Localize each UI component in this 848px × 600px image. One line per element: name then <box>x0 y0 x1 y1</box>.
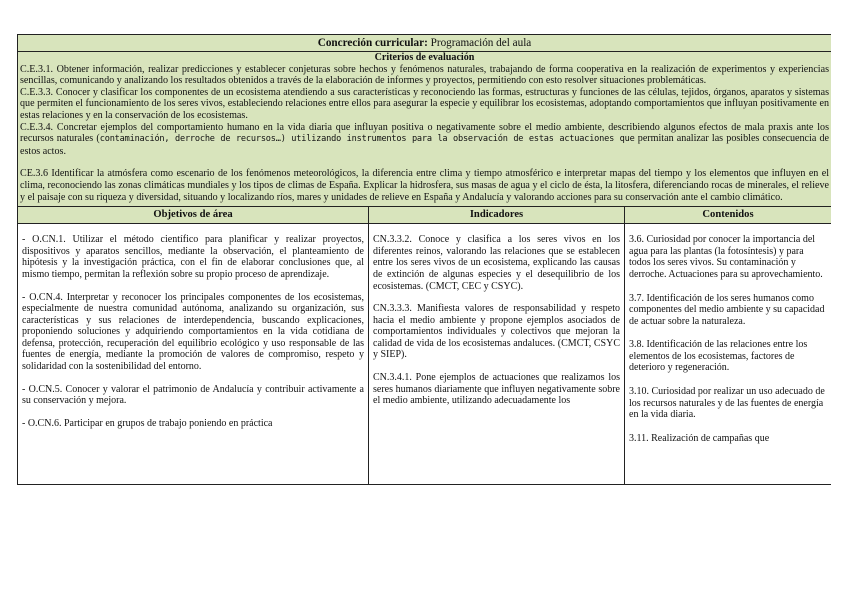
criterion-3-6: CE.3.6 Identificar la atmósfera como escenario de los fenómenos meteorológicos, la diferencia entre clima y tiempo atmosférico e interpretar mapas del tiempo y los elementos que influyen en el clima, reconociendo las zonas climáticas mundiales y los tipos de climas de España. Explicar la hidrosfera, sus masas de agua y el ciclo de ésta, la litosfera, diferenciando rocas de minerales, el relieve y el paisaje con su riqueza y diversidad, situando y localizando ríos, mares y unidades de relieve en España y Andalucía y valorando acciones para su conservación ante el cambio climático. <box>20 168 830 203</box>
header-indicadores: Indicadores <box>369 207 625 224</box>
objetivo-ocn4: - O.CN.4. Interpretar y reconocer los principales componentes de los ecosistemas, especialmente de nuestra comunidad autónoma, analizando su organización, sus características y sus relaciones de interdependencia, buscando explicaciones, proponiendo soluciones y adquiriendo comportamientos en la vida cotidiana de defensa, protección, recuperación del equilibrio ecológico y uso responsable de las fuentes de energía, mediante la promoción de valores de compromiso, respeto y solidaridad con la sostenibilidad del entorno. <box>22 291 364 373</box>
objetivo-ocn1: - O.CN.1. Utilizar el método científico para planificar y realizar proyectos, dispositivos y aparatos sencillos, mediante la observación, el planteamiento de hipótesis y la investigación práctica, con el fin de elaborar conclusiones que, al mismo tiempo, permitan la reflexión sobre su propio proceso de aprendizaje. <box>22 234 364 280</box>
criterion-3-4-start: C.E.3.4. Concretar ejemplos del comportamiento humano en la vida diaria que influyan positiva o negativamente sobre el medio ambiente, describiendo algunos efectos de mala praxis ante los recursos naturales ( <box>20 121 830 145</box>
criterion-3-4 <box>20 122 829 158</box>
contenidos-cell <box>625 224 832 485</box>
contenido-3-10: 3.10. Curiosidad por realizar un uso adecuado de los recursos naturales y de las fuentes de energía en la vida diaria. <box>629 386 825 421</box>
criterion-3-4-end: permitan analizar las posibles consecuencia de estos actos. <box>20 133 829 157</box>
curriculum-page <box>17 34 831 567</box>
indicador-3-3-2: CN.3.3.2. Conoce y clasifica a los seres vivos en los diferentes reinos, valorando las relaciones que se establecen entre los seres vivos de un ecosistema, explicando las causas de extinción de algunas especies y el desequilibrio de los ecosistemas. (CMCT, CEC y CSYC). <box>373 234 620 292</box>
indicadores-cell <box>369 224 625 485</box>
header-objetivos: Objetivos de área <box>18 207 369 224</box>
contenido-3-8: 3.8. Identificación de las relaciones entre los elementos de los ecosistemas, factores de deterioro y regeneración. <box>629 339 808 374</box>
objetivos-cell <box>18 224 369 485</box>
title-rest: Programación del aula <box>427 37 532 49</box>
curriculum-table <box>17 34 831 485</box>
contenido-3-11: 3.11. Realización de campañas que <box>629 432 770 444</box>
objetivo-ocn5: - O.CN.5. Conocer y valorar el patrimonio de Andalucía y contribuir activamente a su conservación y mejora. <box>22 383 364 407</box>
criterion-3-3: C.E.3.3. Conocer y clasificar los componentes de un ecosistema atendiendo a sus características y reconociendo las formas, estructuras y funciones de las células, tejidos, órganos, aparatos y sistemas que permiten el funcionamiento de los seres vivos, estableciendo relaciones entre ellos para asegurar la especie y equilibrar los ecosistemas, adoptando comportamientos que influyan positivamente en estas relaciones y en la conservación de los ecosistemas. <box>20 86 830 121</box>
criteria-heading: Criterios de evaluación <box>374 52 475 63</box>
contenido-3-7: 3.7. Identificación de los seres humanos como componentes del medio ambiente y su capacidad de actuar sobre la naturaleza. <box>629 292 825 327</box>
indicador-3-4-1: CN.3.4.1. Pone ejemplos de actuaciones que realizamos los seres humanos diariamente que influyen negativamente sobre el medio ambiente, utilizando adecuadamente los <box>373 372 620 407</box>
contenido-3-6: 3.6. Curiosidad por conocer la importancia del agua para las plantas (la fotosíntesis) y para todos los seres vivos. Su contaminación y derroche. Actuaciones para su aprovechamiento. <box>629 234 823 280</box>
table-title <box>18 35 832 52</box>
title-bold: Concreción curricular: <box>317 37 428 49</box>
objetivo-ocn6: - O.CN.6. Participar en grupos de trabajo poniendo en práctica <box>22 417 273 429</box>
criterion-3-4-mono: contaminación, derroche de recursos…) utilizando instrumentos para la observación de estas actuaciones que <box>99 134 635 145</box>
criteria-section <box>18 52 832 207</box>
indicador-3-3-3: CN.3.3.3. Manifiesta valores de responsabilidad y respeto hacia el medio ambiente y propone ejemplos asociados de comportamientos individuales y colectivos que mejoran la calidad de vida de los ecosistemas andaluces. (CMCT, CSYC y SIEP). <box>373 303 620 361</box>
criterion-3-1: C.E.3.1. Obtener información, realizar predicciones y establecer conjeturas sobre hechos y fenómenos naturales, trabajando de forma cooperativa en la realización de experimentos y experiencias sencillas, comunicando y analizando los resultados obtenidos a través de la elaboración de informes y proyectos, permitiendo con esto resolver situaciones problemáticas. <box>20 63 830 87</box>
header-contenidos: Contenidos <box>625 207 832 224</box>
